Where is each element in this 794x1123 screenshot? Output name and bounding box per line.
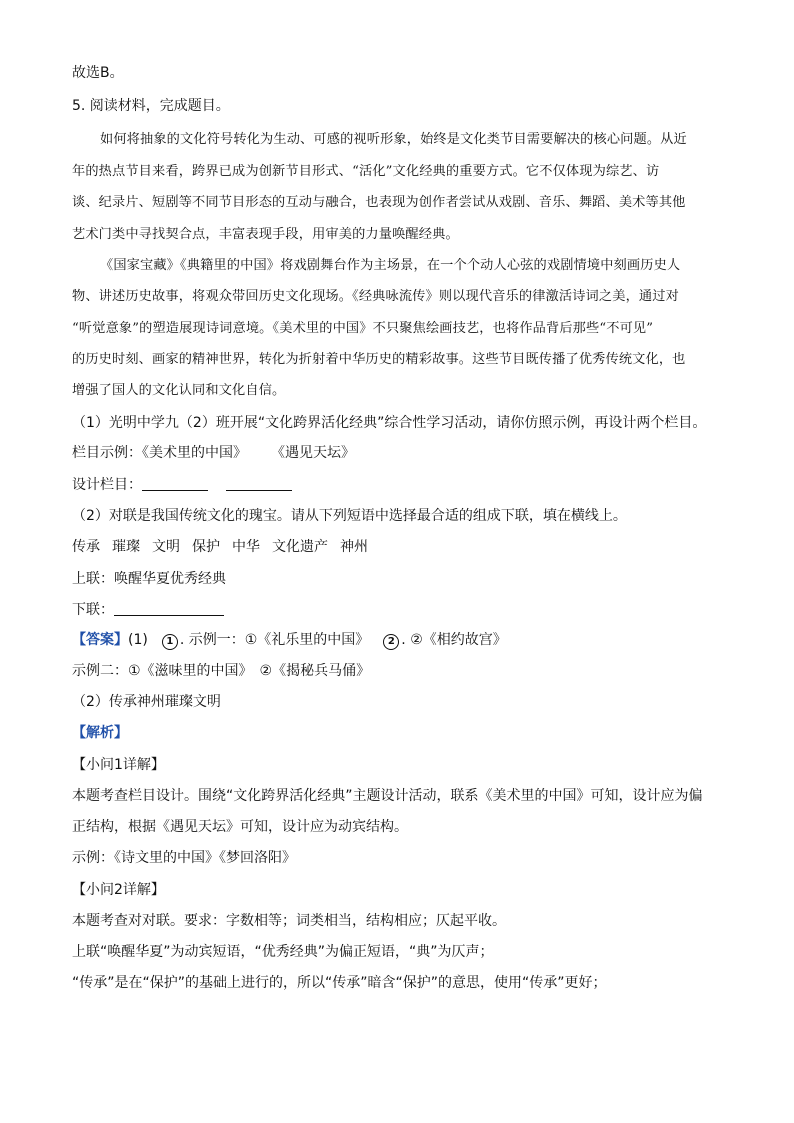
phrase-option: 传承 xyxy=(72,539,100,555)
phrase-option: 神州 xyxy=(340,539,368,555)
prev-answer-line: 故选B。 xyxy=(72,65,124,81)
answer-example-2: 示例二：①《滋味里的中国》 ②《揭秘兵马俑》 xyxy=(72,663,371,679)
circled-number-icon: 2 xyxy=(383,634,399,650)
answer-blank-1[interactable] xyxy=(142,476,208,491)
sub1-explanation-line2: 正结构，根据《遇见天坛》可知，设计应为动宾结构。 xyxy=(72,819,408,835)
circled-number-icon: 1 xyxy=(162,634,178,650)
phrase-option: 中华 xyxy=(232,539,260,555)
sub-question-2: （2）对联是我国传统文化的瑰宝。请从下列短语中选择最合适的组成下联，填在横线上。 xyxy=(72,508,627,524)
passage-p2-line1: 《国家宝藏》《典籍里的中国》将戏剧舞台作为主场景，在一个个动人心弦的戏剧情境中刻画历史人 xyxy=(100,258,681,273)
sub2-explanation-line1: 本题考查对对联。要求：字数相等；词类相当，结构相应；仄起平收。 xyxy=(72,913,506,929)
analysis-label: 【解析】 xyxy=(72,725,128,741)
phrase-option: 璀璨 xyxy=(112,539,140,555)
sub2-heading: 【小问2详解】 xyxy=(72,882,165,898)
question-5-title: 5. 阅读材料，完成题目。 xyxy=(72,98,230,114)
lower-couplet-blank[interactable] xyxy=(114,601,224,616)
phrase-option: 文明 xyxy=(152,539,180,555)
passage-p2-line5: 增强了国人的文化认同和文化自信。 xyxy=(72,383,286,398)
column-example: 栏目示例：《美术里的中国》 《遇见天坛》 xyxy=(72,445,355,461)
answer-line-1: 【答案】(1) 1 . 示例一：①《礼乐里的中国》 2 . ②《相约故宫》 xyxy=(72,632,507,648)
sub2-explanation-line2: 上联“唤醒华夏”为动宾短语，“优秀经典”为偏正短语，“典”为仄声； xyxy=(72,944,494,960)
passage-p1-line3: 谈、纪录片、短剧等不同节目形态的互动与融合，也表现为创作者尝试从戏剧、音乐、舞蹈、美术等其他 xyxy=(72,195,686,210)
sub1-explanation-line1: 本题考查栏目设计。围绕“文化跨界活化经典”主题设计活动，联系《美术里的中国》可知，设计应为偏 xyxy=(72,788,703,804)
phrase-option: 文化遗产 xyxy=(272,539,328,555)
passage-p2-line3: “听觉意象”的塑造展现诗词意境。《美术里的中国》不只聚焦绘画技艺，也将作品背后那些“不可见” xyxy=(72,321,654,336)
passage-p1-line4: 艺术门类中寻找契合点，丰富表现手段，用审美的力量唤醒经典。 xyxy=(72,227,459,242)
phrase-options xyxy=(72,538,380,556)
upper-couplet: 上联：唤醒华夏优秀经典 xyxy=(72,571,226,587)
passage-p2-line2: 物、讲述历史故事，将观众带回历史文化现场。《经典咏流传》则以现代音乐的律激活诗词之美，通过对 xyxy=(72,289,679,304)
sub1-heading: 【小问1详解】 xyxy=(72,757,165,773)
sub-question-1: （1）光明中学九（2）班开展“文化跨界活化经典”综合性学习活动，请你仿照示例，再设计两个栏目。 xyxy=(72,415,707,431)
passage-p1-line1: 如何将抽象的文化符号转化为生动、可感的视听形象，始终是文化类节目需要解决的核心问题。从近 xyxy=(100,132,687,147)
passage-p2-line4: 的历史时刻、画家的精神世界，转化为折射着中华历史的精彩故事。这些节目既传播了优秀传统文化，也 xyxy=(72,352,686,367)
design-columns: 设计栏目： xyxy=(72,476,310,494)
answer-label: 【答案】 xyxy=(72,632,128,648)
answer-blank-2[interactable] xyxy=(226,476,292,491)
passage-p1-line2: 年的热点节目来看，跨界已成为创新节目形式、“活化”文化经典的重要方式。它不仅体现为综艺、访 xyxy=(72,164,660,179)
phrase-option: 保护 xyxy=(192,539,220,555)
lower-couplet: 下联： xyxy=(72,601,242,619)
sub1-example: 示例：《诗文里的中国》《梦回洛阳》 xyxy=(72,850,296,866)
sub2-explanation-line3: “传承”是在“保护”的基础上进行的，所以“传承”暗含“保护”的意思，使用“传承”更好； xyxy=(72,975,607,991)
answer-2: （2）传承神州璀璨文明 xyxy=(72,694,221,710)
